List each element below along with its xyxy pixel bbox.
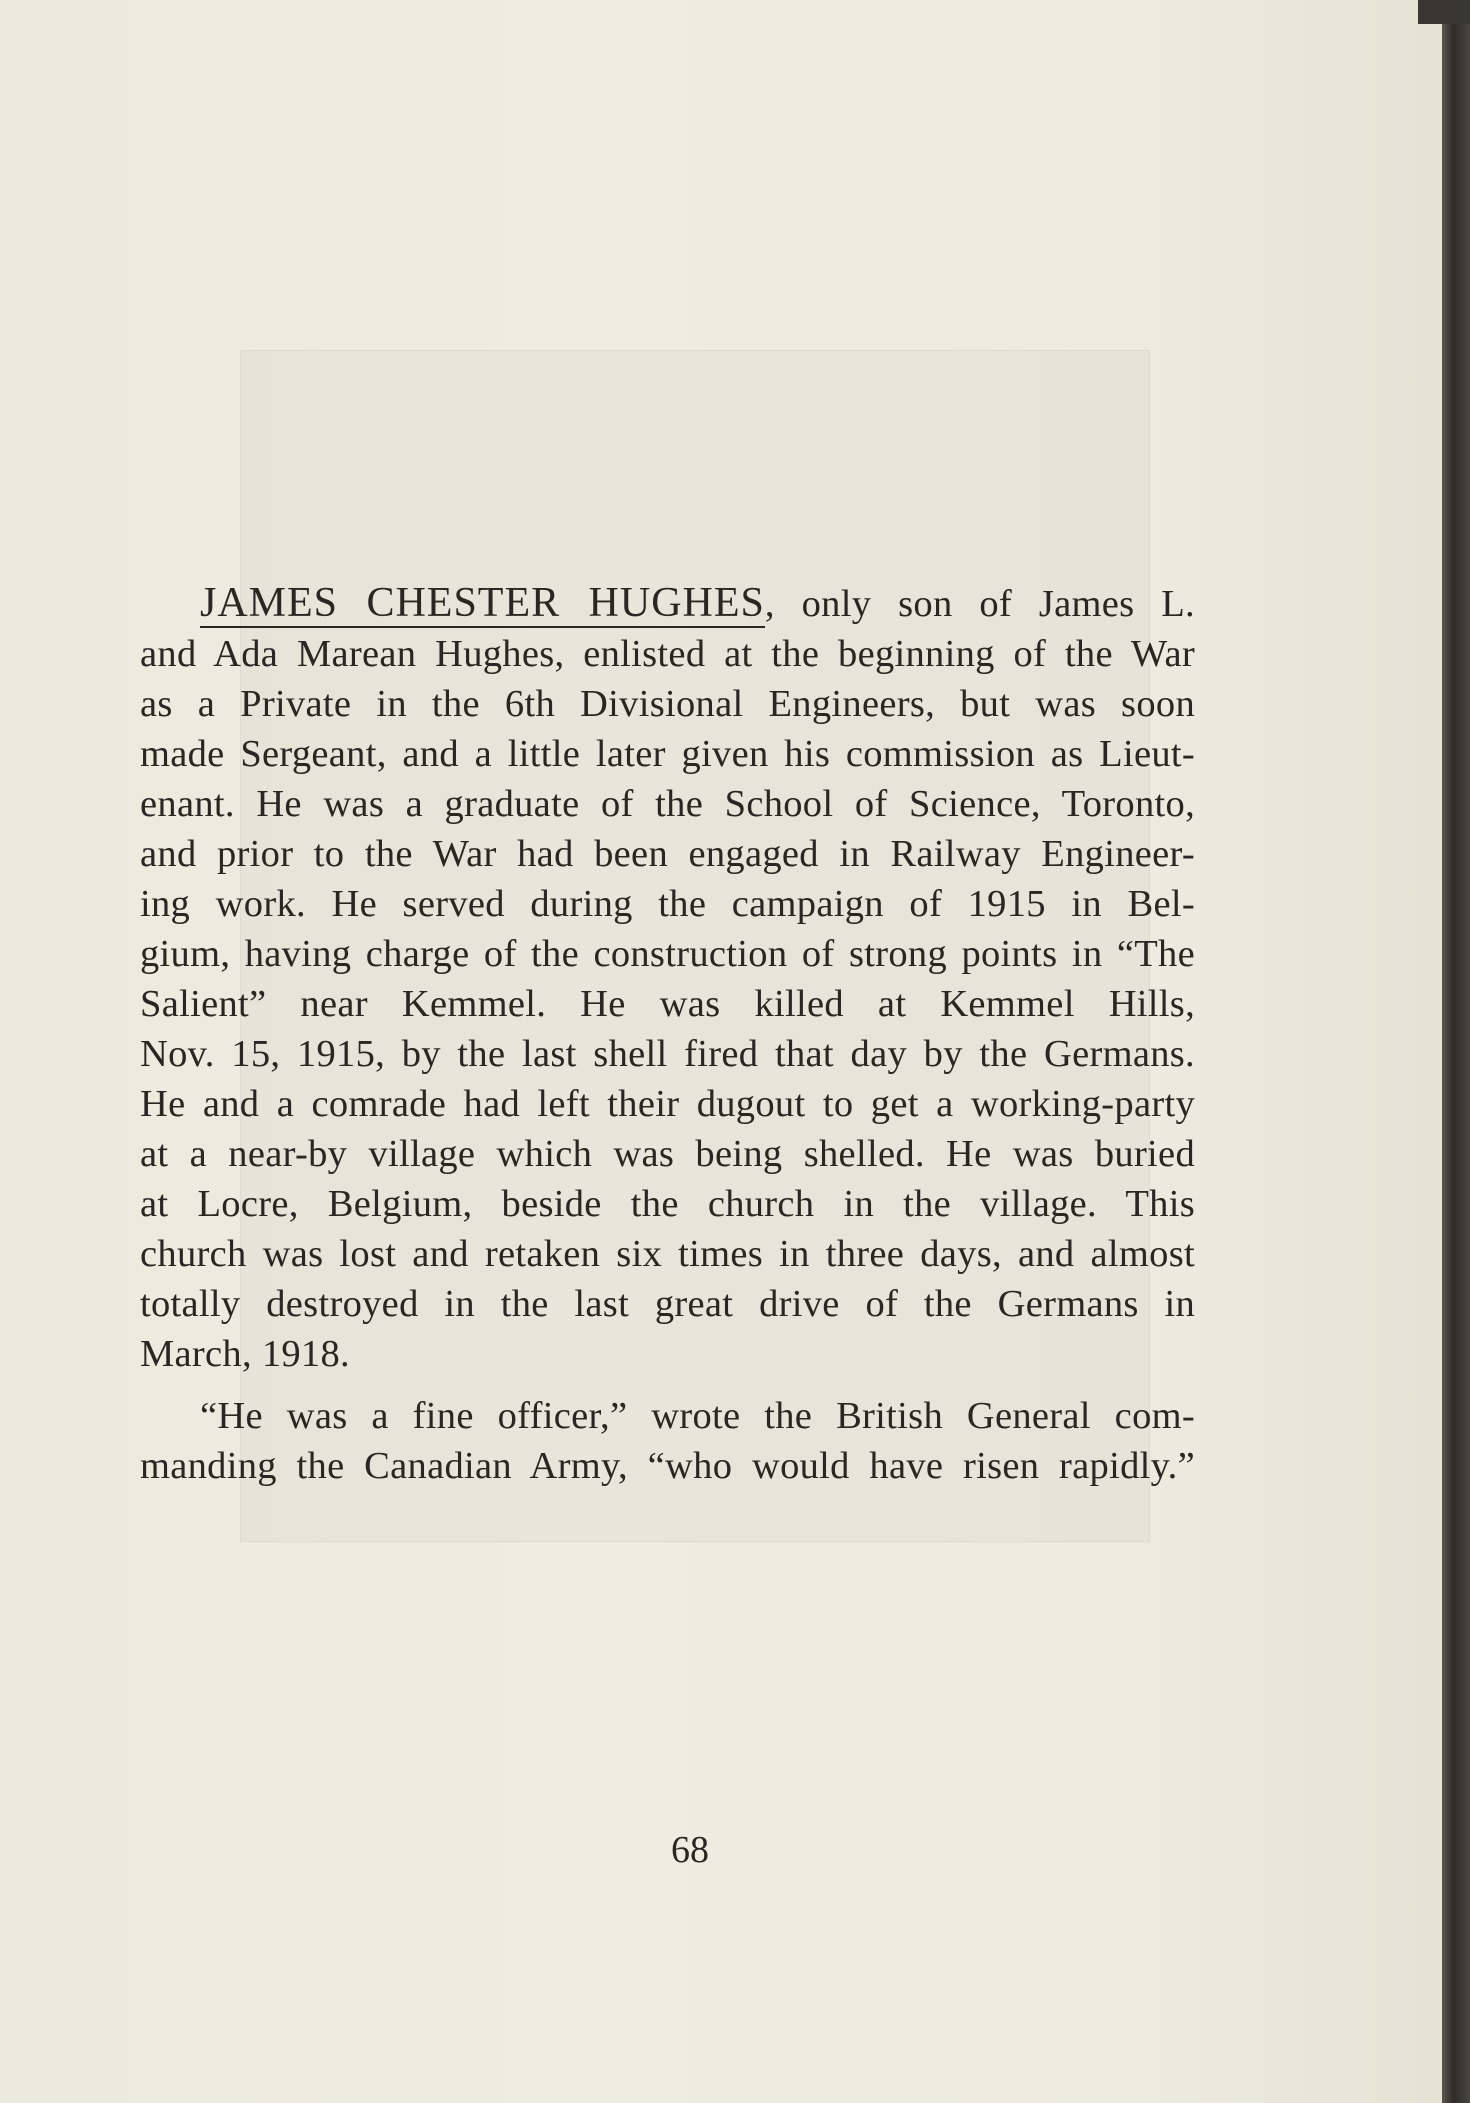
memorial-line [140,578,1195,629]
page-number: 68 [671,1829,709,1871]
memorial-line-text: , only son of James L. [764,583,1195,625]
memorial-line: and Ada Marean Hughes, enlisted at the beginning of the War [140,633,1195,675]
memorial-line: totally destroyed in the last great drive of the Germans in [140,1283,1195,1325]
quote-line: manding the Canadian Army, “who would have risen rapidly.” [140,1445,1195,1487]
book-corner-shadow [1418,0,1470,24]
memorial-line: enant. He was a graduate of the School of Science, Toronto, [140,783,1195,825]
memorial-line: made Sergeant, and a little later given his commission as Lieut- [140,733,1195,775]
memorial-line: and prior to the War had been engaged in Railway Engineer- [140,833,1195,875]
memorial-line: church was lost and retaken six times in three days, and almost [140,1233,1195,1275]
memorial-line: at a near-by village which was being shelled. He was buried [140,1133,1195,1175]
memorial-line: as a Private in the 6th Divisional Engineers, but was soon [140,683,1195,725]
memorial-line: Nov. 15, 1915, by the last shell fired that day by the Germans. [140,1033,1195,1075]
memorial-text [140,578,1195,1491]
memorial-line: ing work. He served during the campaign of 1915 in Bel- [140,883,1195,925]
memorial-line: Salient” near Kemmel. He was killed at Kemmel Hills, [140,983,1195,1025]
quote-line: “He was a fine officer,” wrote the British General com- [200,1395,1195,1437]
book-spine-edge [1442,0,1470,2103]
memorial-name: JAMES CHESTER HUGHES [200,580,765,626]
memorial-line: He and a comrade had left their dugout to get a working-party [140,1083,1195,1125]
memorial-line: at Locre, Belgium, beside the church in the village. This [140,1183,1195,1225]
memorial-line: gium, having charge of the construction of strong points in “The [140,933,1195,975]
memorial-line: March, 1918. [140,1333,350,1375]
